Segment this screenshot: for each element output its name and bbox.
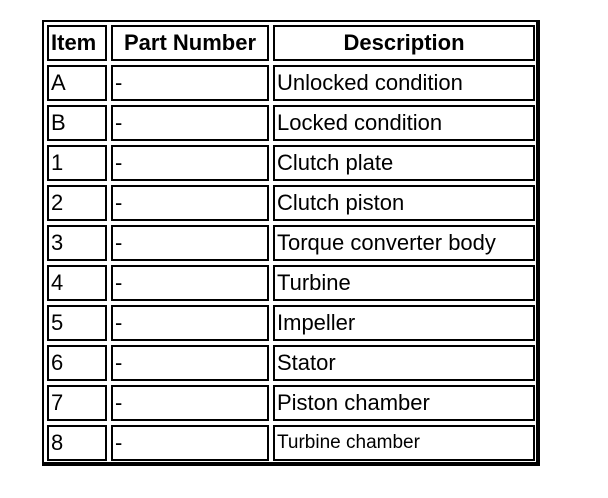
cell-description: Stator	[273, 345, 535, 381]
parts-table	[43, 21, 539, 465]
cell-item: 2	[47, 185, 107, 221]
cell-description: Locked condition	[273, 105, 535, 141]
cell-part-number: -	[111, 65, 269, 101]
cell-description: Turbine chamber	[273, 425, 535, 461]
cell-description: Unlocked condition	[273, 65, 535, 101]
cell-item: 4	[47, 265, 107, 301]
cell-part-number: -	[111, 105, 269, 141]
table-row	[47, 305, 535, 341]
header-description: Description	[273, 25, 535, 61]
header-part-number: Part Number	[111, 25, 269, 61]
cell-item: 6	[47, 345, 107, 381]
table-row	[47, 65, 535, 101]
cell-description: Impeller	[273, 305, 535, 341]
cell-part-number: -	[111, 425, 269, 461]
table-row	[47, 145, 535, 181]
cell-description: Piston chamber	[273, 385, 535, 421]
table-row	[47, 385, 535, 421]
table-row	[47, 425, 535, 461]
cell-description: Torque converter body	[273, 225, 535, 261]
cell-item: 1	[47, 145, 107, 181]
cell-item: 3	[47, 225, 107, 261]
cell-description: Clutch plate	[273, 145, 535, 181]
cell-part-number: -	[111, 185, 269, 221]
cell-part-number: -	[111, 265, 269, 301]
table-row	[47, 265, 535, 301]
cell-item: 8	[47, 425, 107, 461]
cell-part-number: -	[111, 145, 269, 181]
cell-item: A	[47, 65, 107, 101]
cell-item: 7	[47, 385, 107, 421]
cell-part-number: -	[111, 345, 269, 381]
header-item: Item	[47, 25, 107, 61]
table-row	[47, 185, 535, 221]
cell-part-number: -	[111, 305, 269, 341]
cell-part-number: -	[111, 225, 269, 261]
table-row	[47, 105, 535, 141]
cell-item: B	[47, 105, 107, 141]
table-row	[47, 225, 535, 261]
cell-item: 5	[47, 305, 107, 341]
table-header-row	[47, 25, 535, 61]
cell-description: Clutch piston	[273, 185, 535, 221]
table-row	[47, 345, 535, 381]
cell-part-number: -	[111, 385, 269, 421]
cell-description: Turbine	[273, 265, 535, 301]
